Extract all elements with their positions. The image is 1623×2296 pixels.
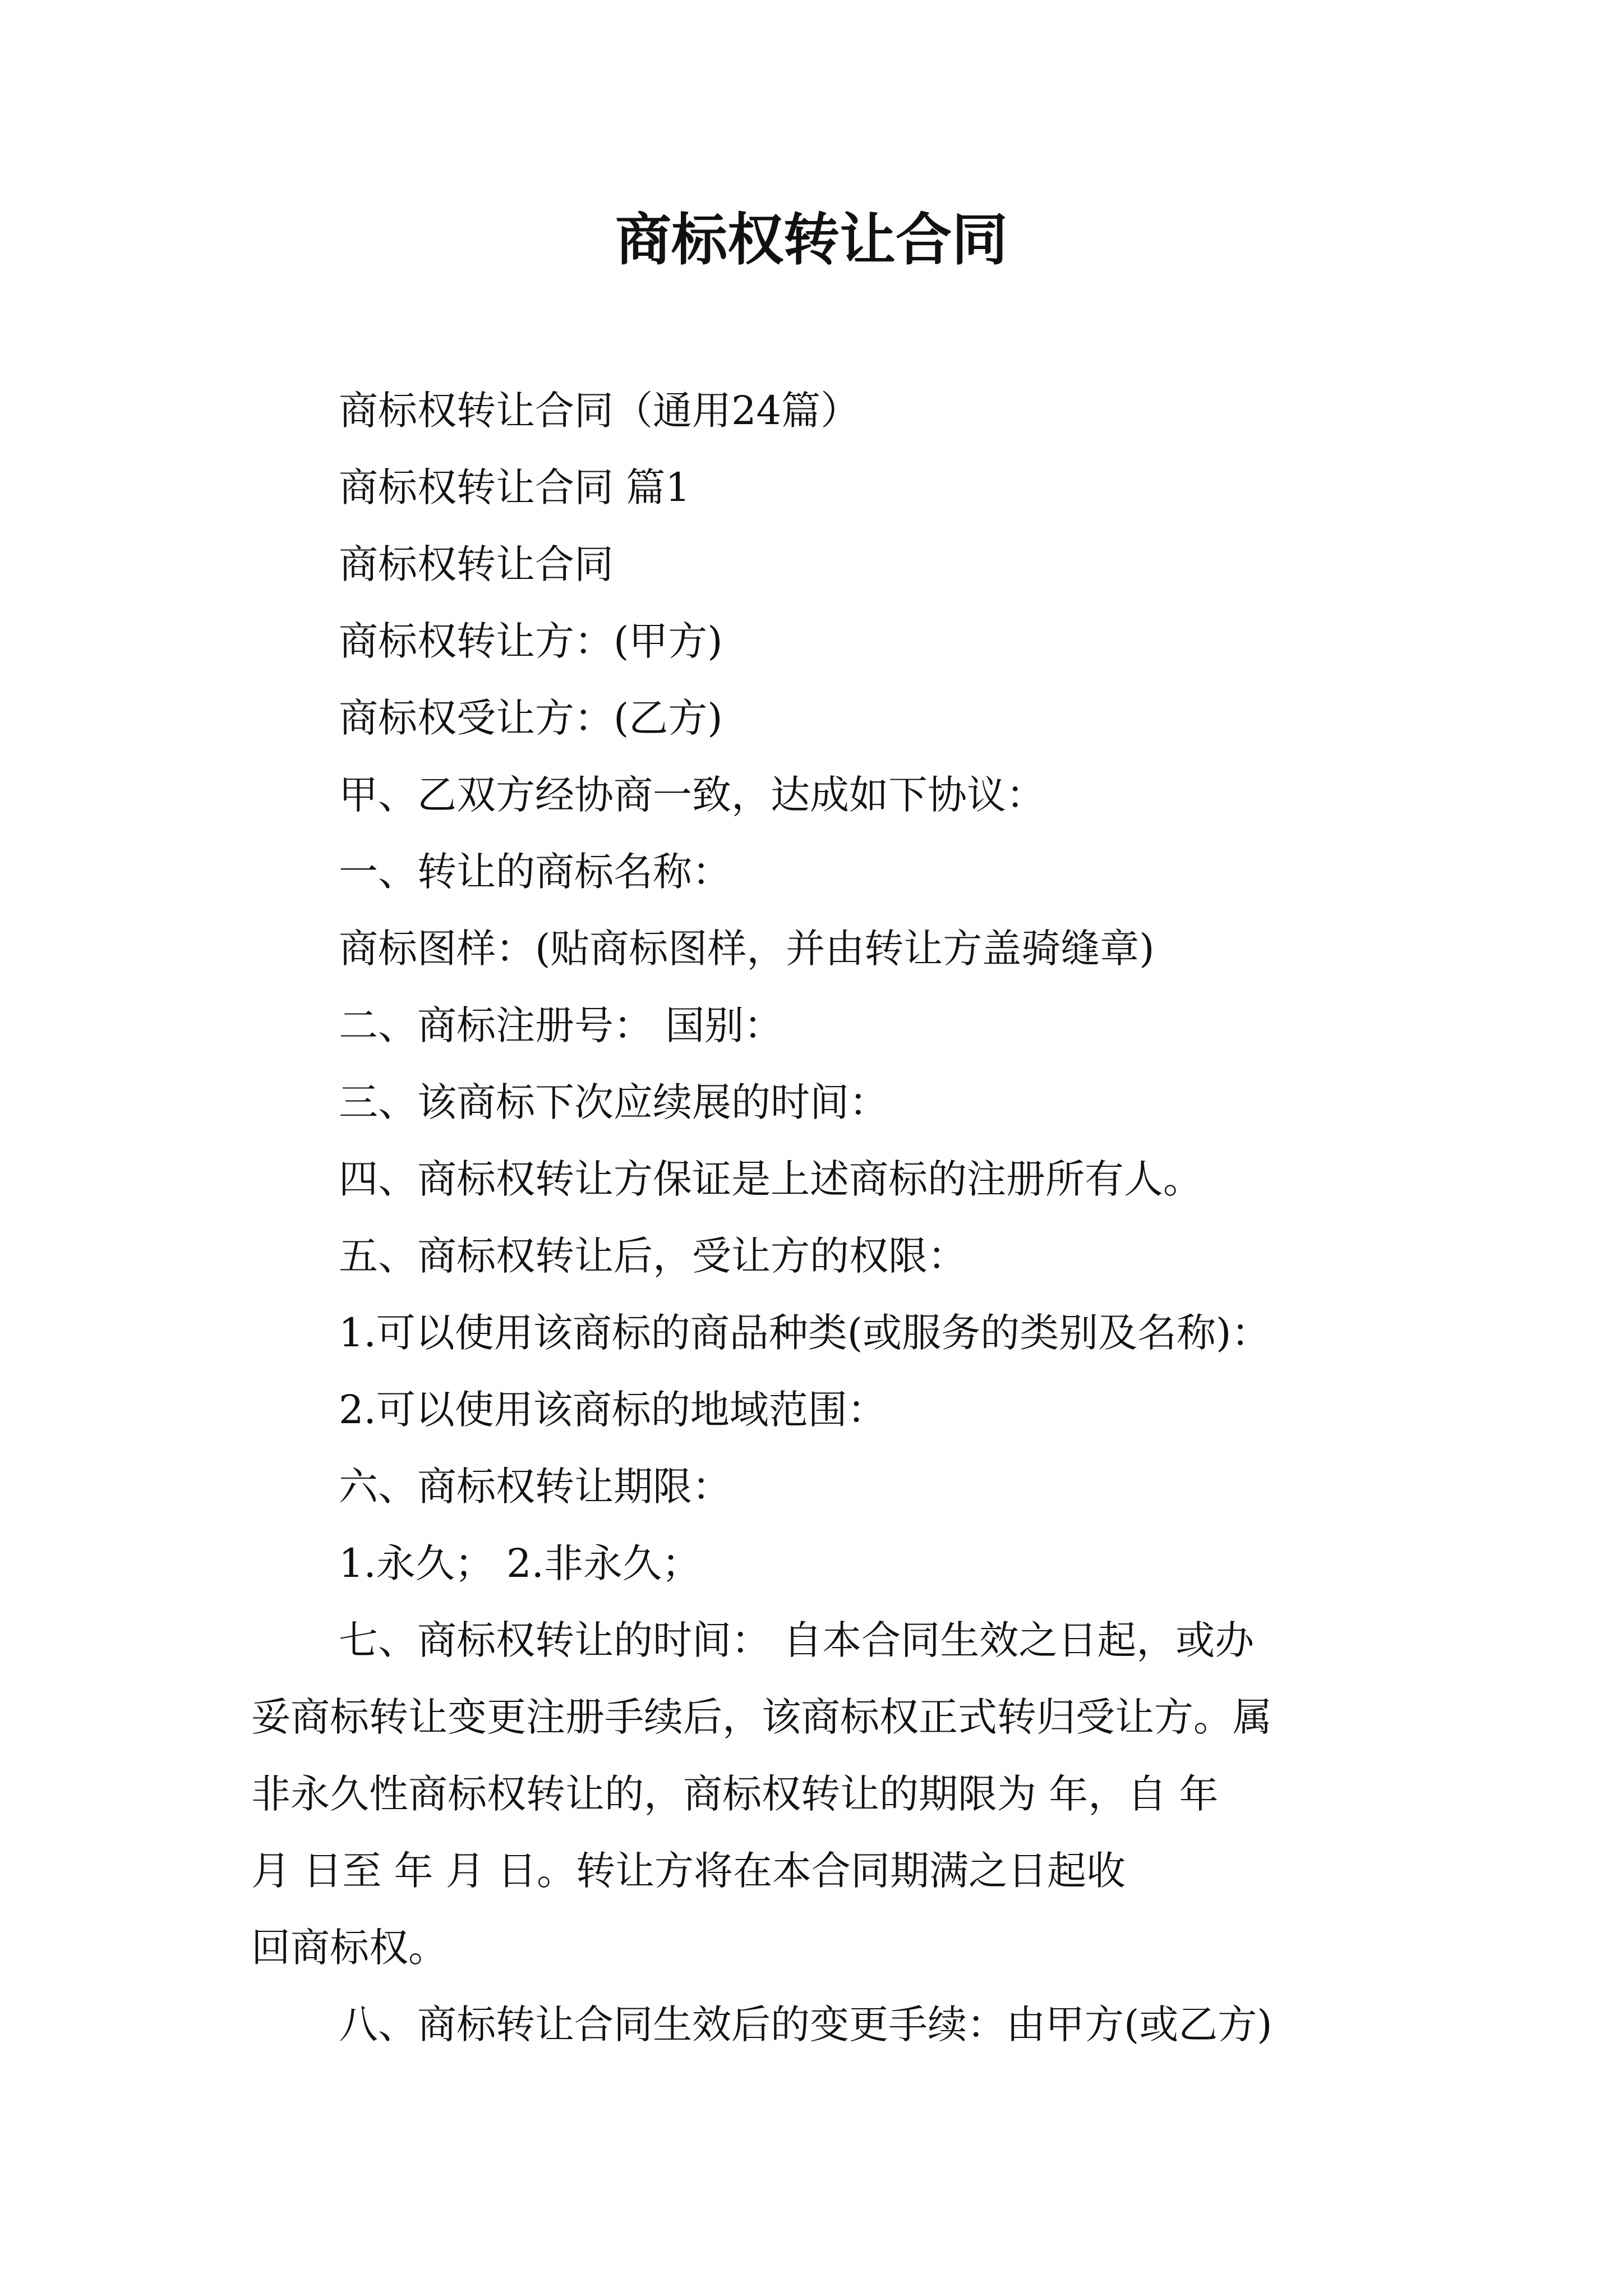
text-line: 一、转让的商标名称：	[339, 849, 731, 895]
text-line: 二、商标注册号： 国别：	[339, 1002, 783, 1048]
paragraph-eight	[339, 1986, 1404, 2063]
text-line: 甲、乙双方经协商一致，达成如下协议：	[339, 772, 1045, 818]
text-line: 商标权转让方：(甲方)	[339, 618, 723, 664]
text-line: 月 日至 年 月 日。转让方将在本合同期满之日起收	[251, 1848, 1126, 1894]
text-line: 妥商标转让变更注册手续后，该商标权正式转归受让方。属	[251, 1694, 1272, 1740]
text-line: 六、商标权转让期限：	[339, 1464, 731, 1510]
text-line: 回商标权。	[251, 1925, 448, 1971]
text-line: 四、商标权转让方保证是上述商标的注册所有人。	[339, 1156, 1202, 1202]
paragraph-seven	[251, 1602, 1384, 1986]
document-body	[251, 372, 1384, 1602]
text-line: 非永久性商标权转让的，商标权转让的期限为 年，自 年	[251, 1771, 1219, 1817]
text-line: 商标权转让合同（通用24篇）	[339, 388, 860, 434]
document-title: 商标权转让合同	[615, 206, 1008, 273]
text-line: 1.永久； 2.非永久；	[339, 1540, 701, 1586]
text-line: 商标权转让合同	[339, 541, 614, 587]
text-line: 八、商标转让合同生效后的变更手续：由甲方(或乙方)	[339, 2001, 1272, 2047]
text-line: 七、商标权转让的时间： 自本合同生效之日起，或办	[339, 1617, 1255, 1663]
text-line: 商标权受让方：(乙方)	[339, 695, 723, 741]
text-line: 商标权转让合同 篇1	[339, 464, 690, 510]
text-line: 2.可以使用该商标的地域范围：	[339, 1387, 887, 1433]
text-line: 五、商标权转让后，受让方的权限：	[339, 1233, 967, 1279]
text-line: 商标图样：(贴商标图样，并由转让方盖骑缝章)	[339, 926, 1155, 972]
text-line: 三、该商标下次应续展的时间：	[339, 1079, 888, 1125]
text-line: 1.可以使用该商标的商品种类(或服务的类别及名称)：	[339, 1310, 1271, 1356]
